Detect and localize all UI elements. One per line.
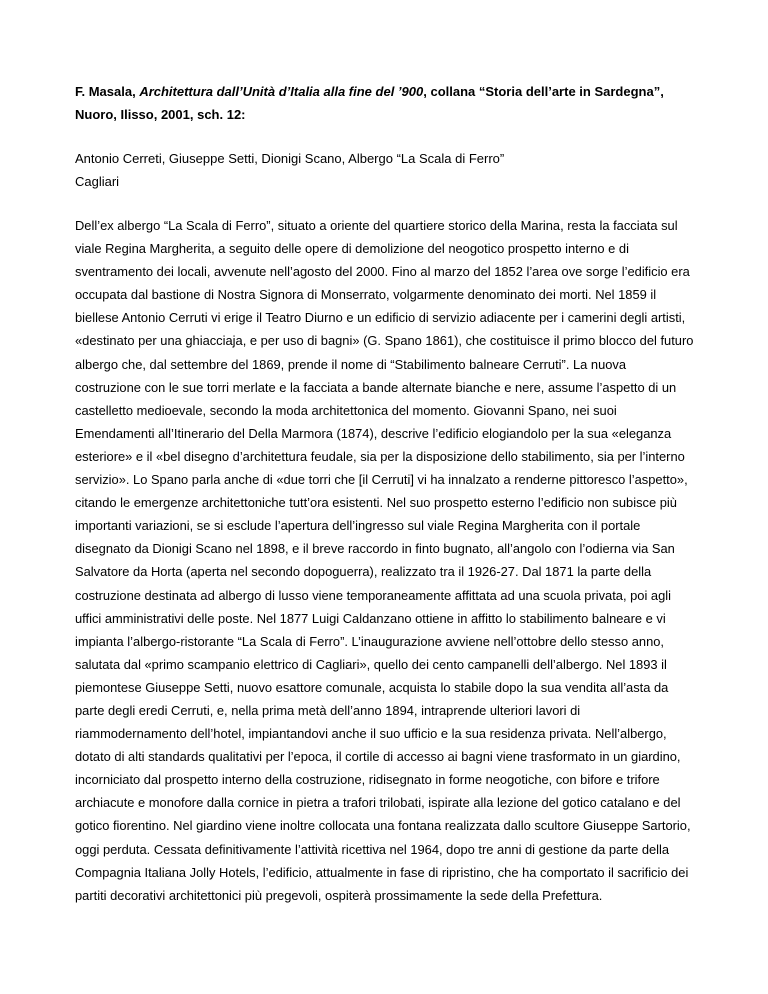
entry-body-text: Dell’ex albergo “La Scala di Ferro”, situato a oriente del quartiere storico della Marina, resta la facciata sul viale Regina Margherita, a seguito delle opere di demolizione del neogotico prospetto interno e di sventramento dei locali, avvenute nell’agosto del 2000. Fino al marzo del 1852 l’area ove sorge l’edificio era occupata dal bastione di Nostra Signora di Monserrato, volgarmente denominato dei morti. Nel 1859 il biellese Antonio Cerruti vi erige il Teatro Diurno e un edificio di servizio adiacente per i camerini degli artisti, «destinato per una ghiacciaja, e per uso di bagni» (G. Spano 1861), che costituisce il primo blocco del futuro albergo che, dal settembre del 1869, prende il nome di “Stabilimento balneare Cerruti”. La nuova costruzione con le sue torri merlate e la facciata a bande alternate bianche e nere, assume l’aspetto di un castelletto medioevale, secondo la moda architettonica del momento. Giovanni Spano, nei suoi Emendamenti all’Itinerario del Della Marmora (1874), descrive l’edificio elogiandolo per la sua «eleganza esteriore» e il «bel disegno d’architettura feudale, sia per la disposizione dello stabilimento, sia per l’interno servizio». Lo Spano parla anche di «due torri che [il Cerruti] vi ha innalzato a renderne pittoresco l’aspetto», citando le emergenze architettoniche tutt’ora esistenti. Nel suo prospetto esterno l’edificio non subisce più importanti variazioni, se si esclude l’apertura dell’ingresso sul viale Regina Margherita con il portale disegnato da Dionigi Scano nel 1898, e il breve raccordo in finto bugnato, all’angolo con l’odierna via San Salvatore da Horta (aperta nel secondo dopoguerra), realizzato tra il 1926-27. Dal 1871 la parte della costruzione destinata ad albergo di lusso viene temporaneamente affittata ad una scuola privata, poi agli uffici amministrativi delle poste. Nel 1877 Luigi Caldanzano ottiene in affitto lo stabilimento balneare e vi impianta l’albergo-ristorante “La Scala di Ferro”. L’inaugurazione avviene nell’ottobre dello stesso anno, salutata dal «primo scampanio elettrico di Cagliari», quello dei cento campanelli dell’albergo. Nel 1893 il piemontese Giuseppe Setti, nuovo esattore comunale, acquista lo stabile dopo la sua vendita all’asta da parte degli eredi Cerruti, e, nella prima metà dell’anno 1894, intraprende ulteriori lavori di riammodernamento dell’hotel, impiantandovi anche il suo ufficio e la sua residenza privata. Nell’albergo, dotato di alti standards qualitativi per l’epoca, il cortile di accesso ai bagni viene trasformato in un giardino, incorniciato dal prospetto interno della costruzione, ridisegnato in forme neogotiche, con bifore e trifore archiacute e monofore dalla cornice in pietra a trafori trilobati, ispirate alla lezione del gotico catalano e del gotico fiorentino. Nel giardino viene inoltre collocata una fontana realizzata dallo scultore Giuseppe Sartorio, oggi perduta. Cessata definitivamente l’attività ricettiva nel 1964, dopo tre anni di gestione da parte della Compagnia Italiana Jolly Hotels, l’edificio, attualmente in fase di ripristino, che ha comportato il sacrificio dei partiti decorativi architettonici più pregevoli, ospiterà prossimamente la sede della Prefettura. [75,218,694,903]
entry-city: Cagliari [75,174,120,189]
entry-credits [75,147,695,193]
entry-authors-line: Antonio Cerreti, Giuseppe Setti, Dionigi Scano, Albergo “La Scala di Ferro” [75,151,505,166]
citation-author: F. Masala, [75,84,140,99]
citation-details: , collana “Storia dell’arte in Sardegna”, Nuoro, Ilisso, 2001, sch. 12: [75,84,664,122]
citation-book-title: Architettura dall’Unità d’Italia alla fine del ’900 [139,84,424,99]
bibliographic-citation [75,80,695,126]
document-page [75,80,695,907]
